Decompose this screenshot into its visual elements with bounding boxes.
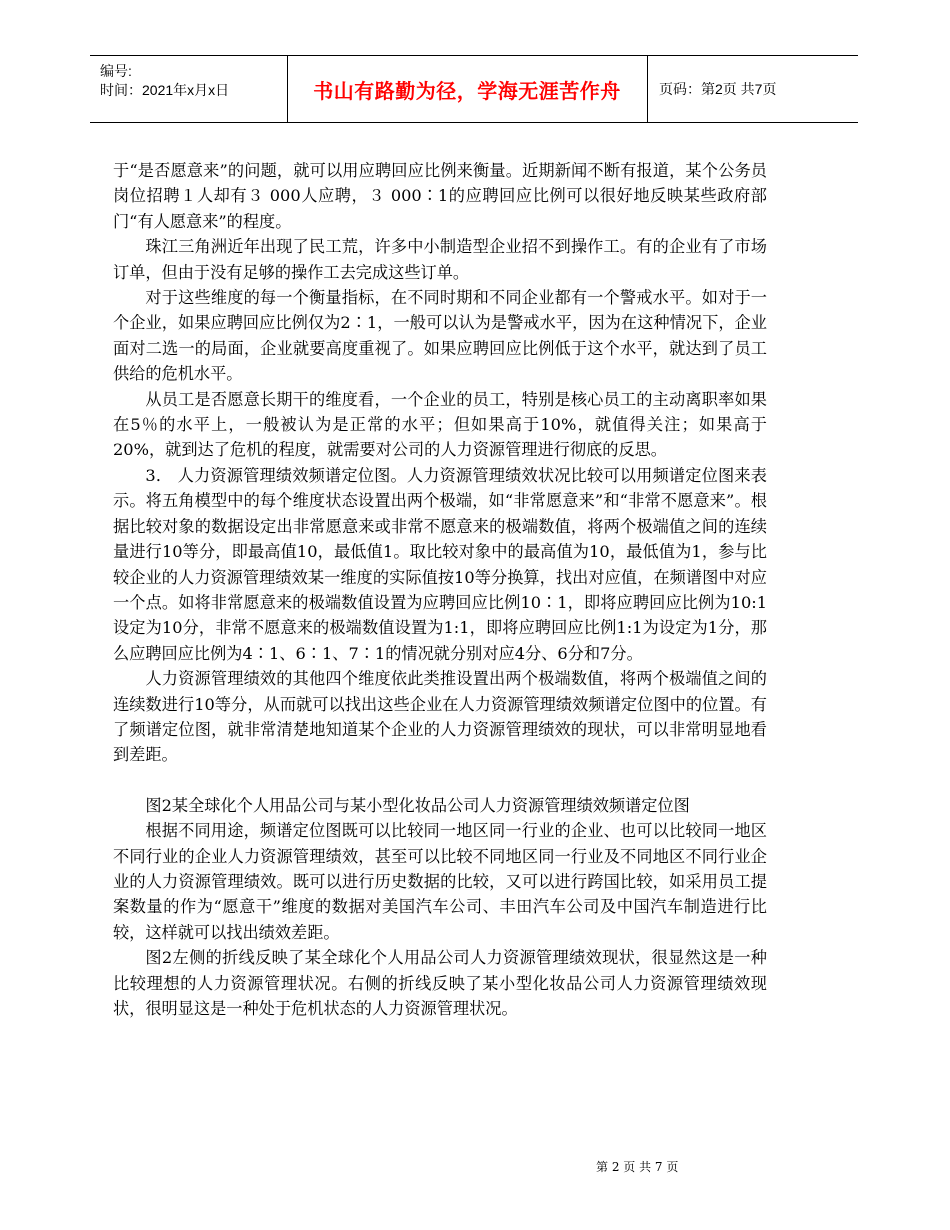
footer-page-number: 第 2 页 共 7 页 <box>596 1160 679 1174</box>
paragraph: 对于这些维度的每一个衡量指标，在不同时期和不同企业都有一个警戒水平。如对于一个企业，如果应聘回应比例仅为2∶1，一般可以认为是警戒水平，因为在这种情况下，企业面对二选一的局面，企业就要高度重视了。如果应聘回应比例低于这个水平，就达到了员工供给的危机水平。 <box>113 288 767 384</box>
paragraph: 珠江三角洲近年出现了民工荒，许多中小制造型企业招不到操作工。有的企业有了市场订单，但由于没有足够的操作工去完成这些订单。 <box>113 237 767 282</box>
document-body <box>113 158 767 1021</box>
document-time-label: 时间：2021年x月x日 <box>100 82 230 98</box>
figure-caption: 图2某全球化个人用品公司与某小型化妆品公司人力资源管理绩效频谱定位图 <box>145 795 690 815</box>
paragraph-section-3: 3． 人力资源管理绩效频谱定位图。人力资源管理绩效状况比较可以用频谱定位图来表示。将五角模型中的每个维度状态设置出两个极端，如“非常愿意来”和“非常不愿意来”。根据比较对象的数据设定出非常愿意来或非常不愿意来的极端数值，将两个极端值之间的连续量进行10等分，即最高值10，最低值1。取比较对象中的最高值为10，最低值为1，参与比较企业的人力资源管理绩效某一维度的实际值按10等分换算，找出对应值，在频谱图中对应一个点。如将非常愿意来的极端数值设置为应聘回应比例10∶1，即将应聘回应比例为10:1设定为10分，非常不愿意来的极端数值设置为1:1，即将应聘回应比例1:1为设定为1分，那么应聘回应比例为4∶1、6∶1、7∶1的情况就分别对应4分、6分和7分。 <box>113 465 767 663</box>
paragraph: 人力资源管理绩效的其他四个维度依此类推设置出两个极端数值，将两个极端值之间的连续数进行10等分，从而就可以找出这些企业在人力资源管理绩效频谱定位图中的位置。有了频谱定位图，就非常清楚地知道某个企业的人力资源管理绩效的现状，可以非常明显地看到差距。 <box>113 669 767 765</box>
header-page-info: 页码：第2页 共7页 <box>659 81 777 97</box>
document-number-label: 编号: <box>100 63 132 79</box>
header-meta <box>100 62 290 100</box>
header-divider-right <box>647 56 648 122</box>
paragraph: 图2左侧的折线反映了某全球化个人用品公司人力资源管理绩效现状，很显然这是一种比较理想的人力资源管理状况。右侧的折线反映了某小型化妆品公司人力资源管理绩效现状，很明显这是一种处于危机状态的人力资源管理状况。 <box>113 948 767 1018</box>
page-header <box>90 55 858 123</box>
paragraph: 根据不同用途，频谱定位图既可以比较同一地区同一行业的企业、也可以比较同一地区不同行业的企业人力资源管理绩效，甚至可以比较不同地区同一行业及不同地区不同行业企业的人力资源管理绩效。既可以进行历史数据的比较，又可以进行跨国比较，如采用员工提案数量的作为“愿意干”维度的数据对美国汽车公司、丰田汽车公司及中国汽车制造进行比较，这样就可以找出绩效差距。 <box>113 821 767 942</box>
paragraph: 从员工是否愿意长期干的维度看，一个企业的员工，特别是核心员工的主动离职率如果在5％的水平上，一般被认为是正常的水平；但如果高于10%，就值得关注；如果高于20%，就到达了危机的程度，就需要对公司的人力资源管理进行彻底的反思。 <box>113 389 767 460</box>
paragraph-continued: 于“是否愿意来”的问题，就可以用应聘回应比例来衡量。近期新闻不断有报道，某个公务员岗位招聘１人却有３ 000人应聘，３ 000∶1的应聘回应比例可以很好地反映某些政府部门“有人愿意来”的程度。 <box>113 161 767 231</box>
header-motto: 书山有路勤为径，学海无涯苦作舟 <box>313 78 621 103</box>
